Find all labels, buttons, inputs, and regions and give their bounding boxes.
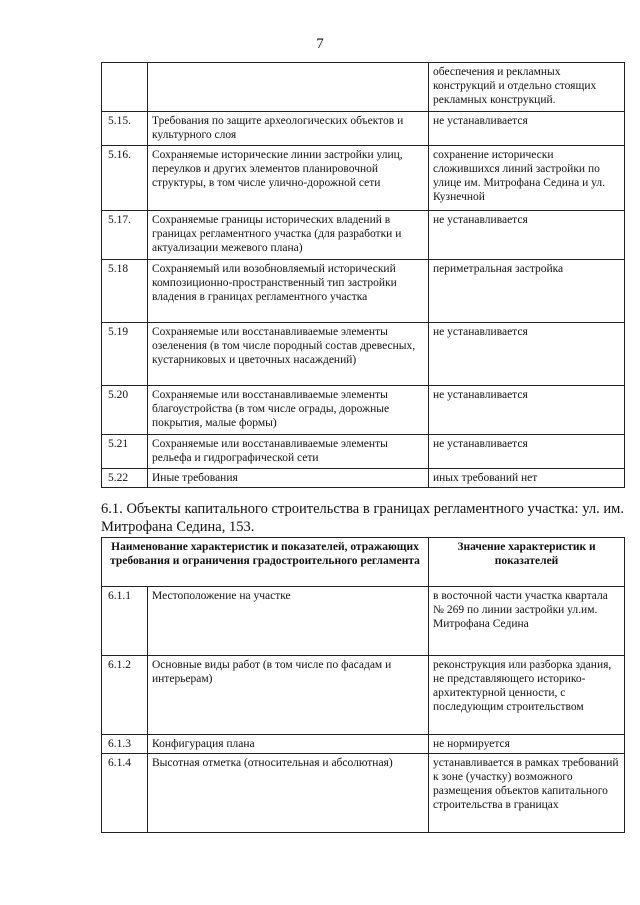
row-value: не устанавливается bbox=[429, 435, 625, 469]
row-number: 5.17. bbox=[102, 211, 148, 260]
table-row bbox=[102, 112, 625, 146]
regulation-table-part-5 bbox=[101, 62, 625, 488]
row-number: 5.16. bbox=[102, 146, 148, 211]
row-number: 6.1.4 bbox=[102, 754, 148, 833]
row-name: Местоположение на участке bbox=[148, 587, 429, 656]
row-number bbox=[102, 63, 148, 112]
row-number: 5.15. bbox=[102, 112, 148, 146]
row-name: Основные виды работ (в том числе по фасадам и интерьерам) bbox=[148, 656, 429, 735]
table-row bbox=[102, 211, 625, 260]
row-value: устанавливается в рамках требований к зоне (участку) возможного размещения объектов капитального строительства в границах bbox=[429, 754, 625, 833]
row-name: Требования по защите археологических объектов и культурного слоя bbox=[148, 112, 429, 146]
row-name: Сохраняемые или восстанавливаемые элементы благоустройства (в том числе ограды, дорожные покрытия, малые формы) bbox=[148, 386, 429, 435]
row-value: не устанавливается bbox=[429, 112, 625, 146]
row-value: обеспечения и рекламных конструкций и отдельно стоящих рекламных конструкций. bbox=[429, 63, 625, 112]
table-row bbox=[102, 735, 625, 754]
row-name: Высотная отметка (относительная и абсолютная) bbox=[148, 754, 429, 833]
row-name: Иные требования bbox=[148, 469, 429, 488]
table-header-row bbox=[102, 538, 625, 587]
table-row bbox=[102, 435, 625, 469]
header-value: Значение характеристик и показателей bbox=[429, 538, 625, 587]
row-value: периметральная застройка bbox=[429, 260, 625, 323]
row-value: не нормируется bbox=[429, 735, 625, 754]
section-heading: 6.1. Объекты капитального строительства в границах регламентного участка: ул. им. Митрофана Седина, 153. bbox=[101, 501, 624, 535]
row-number: 5.21 bbox=[102, 435, 148, 469]
header-name: Наименование характеристик и показателей, отражающих требования и ограничения градостроительного регламента bbox=[102, 538, 429, 587]
row-name: Сохраняемые границы исторических владений в границах регламентного участка (для разработки и актуализации межевого плана) bbox=[148, 211, 429, 260]
row-value: реконструкция или разборка здания, не представляющего историко-архитектурной ценности, с последующим строительством bbox=[429, 656, 625, 735]
page-number: 7 bbox=[316, 36, 324, 52]
row-number: 6.1.3 bbox=[102, 735, 148, 754]
row-number: 6.1.1 bbox=[102, 587, 148, 656]
row-value: иных требований нет bbox=[429, 469, 625, 488]
regulation-table-part-6 bbox=[101, 537, 625, 833]
table-row bbox=[102, 754, 625, 833]
row-name: Сохраняемый или возобновляемый исторический композиционно-пространственный тип застройки владения в границах регламентного участка bbox=[148, 260, 429, 323]
table-row bbox=[102, 386, 625, 435]
row-number: 5.19 bbox=[102, 323, 148, 386]
row-number: 5.22 bbox=[102, 469, 148, 488]
table-row bbox=[102, 63, 625, 112]
row-name: Сохраняемые исторические линии застройки улиц, переулков и других элементов планировочной структуры, в том числе улично-дорожной сети bbox=[148, 146, 429, 211]
row-number: 5.18 bbox=[102, 260, 148, 323]
table-row bbox=[102, 656, 625, 735]
row-name: Сохраняемые или восстанавливаемые элементы рельефа и гидрографической сети bbox=[148, 435, 429, 469]
table-row bbox=[102, 146, 625, 211]
table-row bbox=[102, 587, 625, 656]
row-name: Конфигурация плана bbox=[148, 735, 429, 754]
row-name: Сохраняемые или восстанавливаемые элементы озеленения (в том числе породный состав древесных, кустарниковых и цветочных насаждений) bbox=[148, 323, 429, 386]
table-row bbox=[102, 323, 625, 386]
row-value: не устанавливается bbox=[429, 386, 625, 435]
row-value: сохранение исторически сложившихся линий застройки по улице им. Митрофана Седина и ул. Кузнечной bbox=[429, 146, 625, 211]
row-value: не устанавливается bbox=[429, 323, 625, 386]
row-value: в восточной части участка квартала № 269 по линии застройки ул.им. Митрофана Седина bbox=[429, 587, 625, 656]
row-name bbox=[148, 63, 429, 112]
row-number: 6.1.2 bbox=[102, 656, 148, 735]
table-row bbox=[102, 469, 625, 488]
table-row bbox=[102, 260, 625, 323]
row-number: 5.20 bbox=[102, 386, 148, 435]
row-value: не устанавливается bbox=[429, 211, 625, 260]
